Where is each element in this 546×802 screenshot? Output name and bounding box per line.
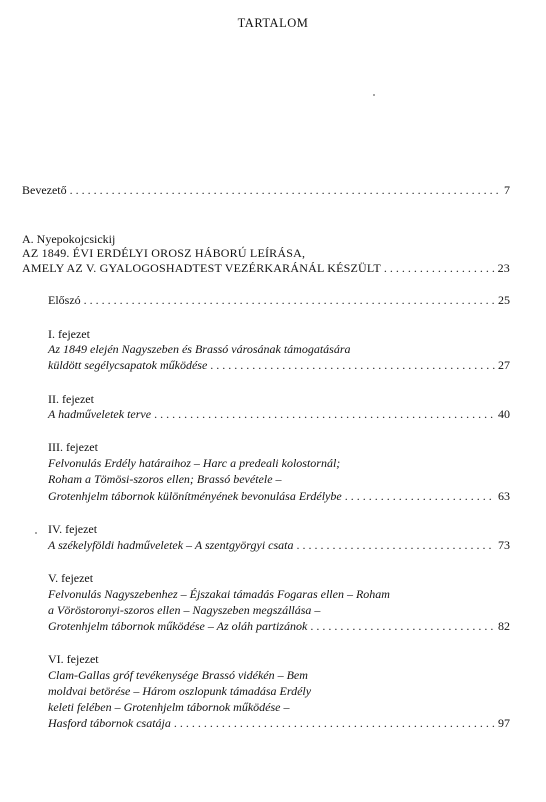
chapter-title-line: moldvai betörése – Három oszlopunk támadása Erdély — [48, 684, 312, 698]
chapter-heading: V. fejezet — [48, 571, 94, 585]
scan-speck — [35, 532, 37, 534]
chapter-heading: I. fejezet — [48, 327, 90, 341]
toc-entry-chapter-4[interactable] — [48, 538, 510, 552]
toc-entry-chapter-1[interactable] — [48, 358, 510, 372]
page-number: 97 — [498, 716, 510, 730]
toc-entry-bevezeto[interactable] — [22, 183, 510, 197]
toc-entry-label: Előszó — [48, 293, 81, 307]
dot-leader — [84, 293, 495, 307]
chapter-title-line: Grotenhjelm tábornok különítményének bevonulása Erdélybe — [48, 489, 342, 503]
page-number: 27 — [498, 358, 510, 372]
toc-entry-chapter-3[interactable] — [48, 489, 510, 503]
part-author: A. Nyepokojcsickij — [22, 232, 116, 246]
page-number: 73 — [498, 538, 510, 552]
toc-entry-part-a[interactable] — [22, 261, 510, 275]
chapter-title-line: Hasford tábornok csatája — [48, 716, 171, 730]
chapter-title-line: Felvonulás Nagyszebenhez – Éjszakai támadás Fogaras ellen – Roham — [48, 587, 390, 601]
chapter-title-line: Clam-Gallas gróf tevékenysége Brassó vidékén – Bem — [48, 668, 308, 682]
chapter-heading: III. fejezet — [48, 440, 98, 454]
toc-entry-chapter-5[interactable] — [48, 619, 510, 633]
scan-speck — [373, 94, 375, 96]
chapter-title-line: küldött segélycsapatok működése — [48, 358, 208, 372]
part-title-line-1: AZ 1849. ÉVI ERDÉLYI OROSZ HÁBORÚ LEÍRÁSA, — [22, 246, 306, 260]
chapter-title-line: Grotenhjelm tábornok működése – Az oláh partizánok — [48, 619, 308, 633]
page-number: 40 — [498, 407, 510, 421]
chapter-title-line: Felvonulás Erdély határaihoz – Harc a predeali kolostornál; — [48, 456, 341, 470]
page-number: 7 — [504, 183, 510, 197]
chapter-heading: IV. fejezet — [48, 522, 98, 536]
chapter-title-line: Roham a Tömösi-szoros ellen; Brassó bevétele – — [48, 472, 282, 486]
page-title: TARTALOM — [237, 16, 309, 30]
page-number: 82 — [498, 619, 510, 633]
dot-leader — [384, 261, 495, 275]
chapter-title-line: a Vöröstoronyi-szoros ellen – Nagyszeben megszállása – — [48, 603, 321, 617]
chapter-title-line: A hadműveletek terve — [48, 407, 152, 421]
chapter-heading: II. fejezet — [48, 392, 94, 406]
page-number: 23 — [497, 261, 510, 275]
toc-entry-eloszo[interactable] — [48, 293, 510, 307]
dot-leader — [70, 183, 501, 197]
page-number: 25 — [498, 293, 510, 307]
toc-entry-chapter-2[interactable] — [48, 407, 510, 421]
dot-leader — [154, 407, 495, 421]
chapter-title-line: Az 1849 elején Nagyszeben és Brassó városának támogatására — [48, 342, 351, 356]
dot-leader — [345, 489, 495, 503]
dot-leader — [210, 358, 495, 372]
chapter-title-line: A székelyföldi hadműveletek – A szentgyörgyi csata — [48, 538, 294, 552]
chapter-title-line: keleti felében – Grotenhjelm tábornok működése – — [48, 700, 290, 714]
dot-leader — [310, 619, 495, 633]
toc-entry-chapter-6[interactable] — [48, 716, 510, 730]
page-number: 63 — [498, 489, 510, 503]
toc-entry-label: Bevezető — [22, 183, 67, 197]
part-title-line-2: AMELY AZ V. GYALOGOSHADTEST VEZÉRKARÁNÁL KÉSZÜLT — [22, 261, 381, 275]
chapter-heading: VI. fejezet — [48, 652, 99, 666]
dot-leader — [174, 716, 495, 730]
dot-leader — [297, 538, 496, 552]
